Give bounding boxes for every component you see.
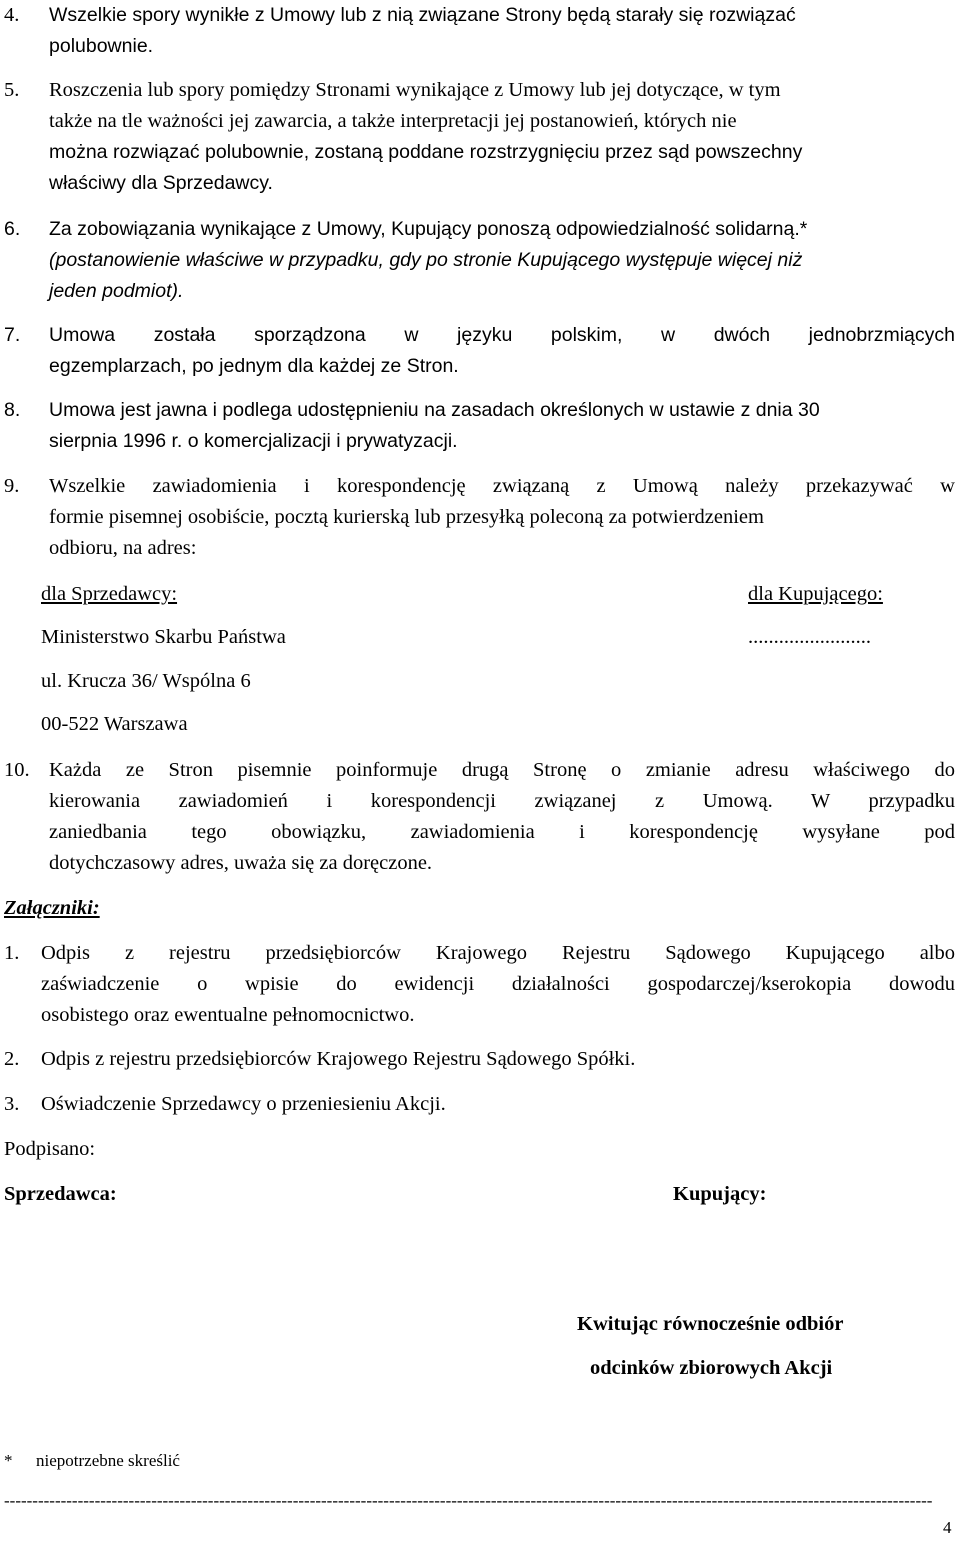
clause-line: Każda ze Stron pisemnie poinformuje drugą Stronę o zmianie adresu właściwego do bbox=[49, 759, 955, 781]
attachment-number: 1. bbox=[4, 942, 20, 964]
clause-line: egzemplarzach, po jednym dla każdej ze Stron. bbox=[49, 355, 459, 377]
seller-address-line: Ministerstwo Skarbu Państwa bbox=[41, 626, 286, 648]
clause-line: polubownie. bbox=[49, 35, 154, 57]
clause-line: kierowania zawiadomień i korespondencji związanej z Umową. W przypadku bbox=[49, 790, 955, 812]
attachment-line: Oświadczenie Sprzedawcy o przeniesieniu Akcji. bbox=[41, 1093, 446, 1115]
page-number: 4 bbox=[943, 1518, 952, 1537]
buyer-signature-label: Kupujący: bbox=[673, 1183, 767, 1205]
attachment-line: osobistego oraz ewentualne pełnomocnictwo. bbox=[41, 1004, 415, 1026]
buyer-address-value: ........................ bbox=[748, 626, 871, 648]
seller-signature-label: Sprzedawca: bbox=[4, 1183, 117, 1205]
clause-line: Umowa została sporządzona w języku polskim, w dwóch jednobrzmiących bbox=[49, 324, 955, 346]
seller-address-line: 00-522 Warszawa bbox=[41, 713, 188, 735]
signed-label: Podpisano: bbox=[4, 1138, 96, 1160]
clause-line: Wszelkie zawiadomienia i korespondencję związaną z Umową należy przekazywać w bbox=[49, 475, 955, 497]
receipt-note-line: Kwitując równocześnie odbiór bbox=[577, 1313, 844, 1335]
attachment-line: Odpis z rejestru przedsiębiorców Krajowego Rejestru Sądowego Spółki. bbox=[41, 1048, 636, 1070]
footnote-mark: * bbox=[4, 1451, 13, 1470]
clause-line: można rozwiązać polubownie, zostaną poddane rozstrzygnięciu przez sąd powszechny bbox=[49, 141, 803, 163]
clause-line: Wszelkie spory wynikłe z Umowy lub z nią związane Strony będą starały się rozwiązać bbox=[49, 4, 796, 26]
clause-line: odbioru, na adres: bbox=[49, 537, 197, 559]
clause-line: Roszczenia lub spory pomiędzy Stronami wynikające z Umowy lub jej dotyczące, w tym bbox=[49, 79, 781, 101]
attachments-heading: Załączniki: bbox=[4, 897, 100, 919]
receipt-note-line: odcinków zbiorowych Akcji bbox=[590, 1357, 833, 1379]
clause-line: zaniedbania tego obowiązku, zawiadomienia i korespondencję wysyłane pod bbox=[49, 821, 955, 843]
attachment-line: zaświadczenie o wpisie do ewidencji działalności gospodarczej/kserokopia dowodu bbox=[41, 973, 955, 995]
clause-number: 5. bbox=[4, 79, 20, 101]
clause-line: formie pisemnej osobiście, pocztą kurierską lub przesyłką poleconą za potwierdzeniem bbox=[49, 506, 764, 528]
footnote-text: niepotrzebne skreślić bbox=[36, 1451, 180, 1470]
clause-line: także na tle ważności jej zawarcia, a także interpretacji jej postanowień, których nie bbox=[49, 110, 737, 132]
clause-number: 6. bbox=[4, 218, 21, 240]
attachment-number: 3. bbox=[4, 1093, 20, 1115]
clause-line: sierpnia 1996 r. o komercjalizacji i prywatyzacji. bbox=[49, 430, 458, 452]
clause-line: właściwy dla Sprzedawcy. bbox=[49, 172, 273, 194]
seller-address-label: dla Sprzedawcy: bbox=[41, 583, 178, 605]
clause-line: Za zobowiązania wynikające z Umowy, Kupujący ponoszą odpowiedzialność solidarną.* bbox=[49, 218, 808, 240]
clause-number: 4. bbox=[4, 4, 20, 26]
clause-line: dotychczasowy adres, uważa się za doręczone. bbox=[49, 852, 433, 874]
clause-number: 8. bbox=[4, 399, 21, 421]
attachment-line: Odpis z rejestru przedsiębiorców Krajowego Rejestru Sądowego Kupującego albo bbox=[41, 942, 955, 964]
clause-number: 9. bbox=[4, 475, 20, 497]
seller-address-line: ul. Krucza 36/ Wspólna 6 bbox=[41, 670, 251, 692]
clause-line: Umowa jest jawna i podlega udostępnieniu na zasadach określonych w ustawie z dnia 30 bbox=[49, 399, 820, 421]
clause-line: jeden podmiot). bbox=[49, 280, 184, 302]
footer-rule: -------------------------------------------------------------------------------------------------------------------------------------------------------------------- bbox=[4, 1491, 933, 1510]
buyer-address-label: dla Kupującego: bbox=[748, 583, 883, 605]
clause-number: 10. bbox=[4, 759, 30, 781]
attachment-number: 2. bbox=[4, 1048, 20, 1070]
clause-number: 7. bbox=[4, 324, 21, 346]
clause-line: (postanowienie właściwe w przypadku, gdy po stronie Kupującego występuje więcej niż bbox=[49, 249, 803, 271]
